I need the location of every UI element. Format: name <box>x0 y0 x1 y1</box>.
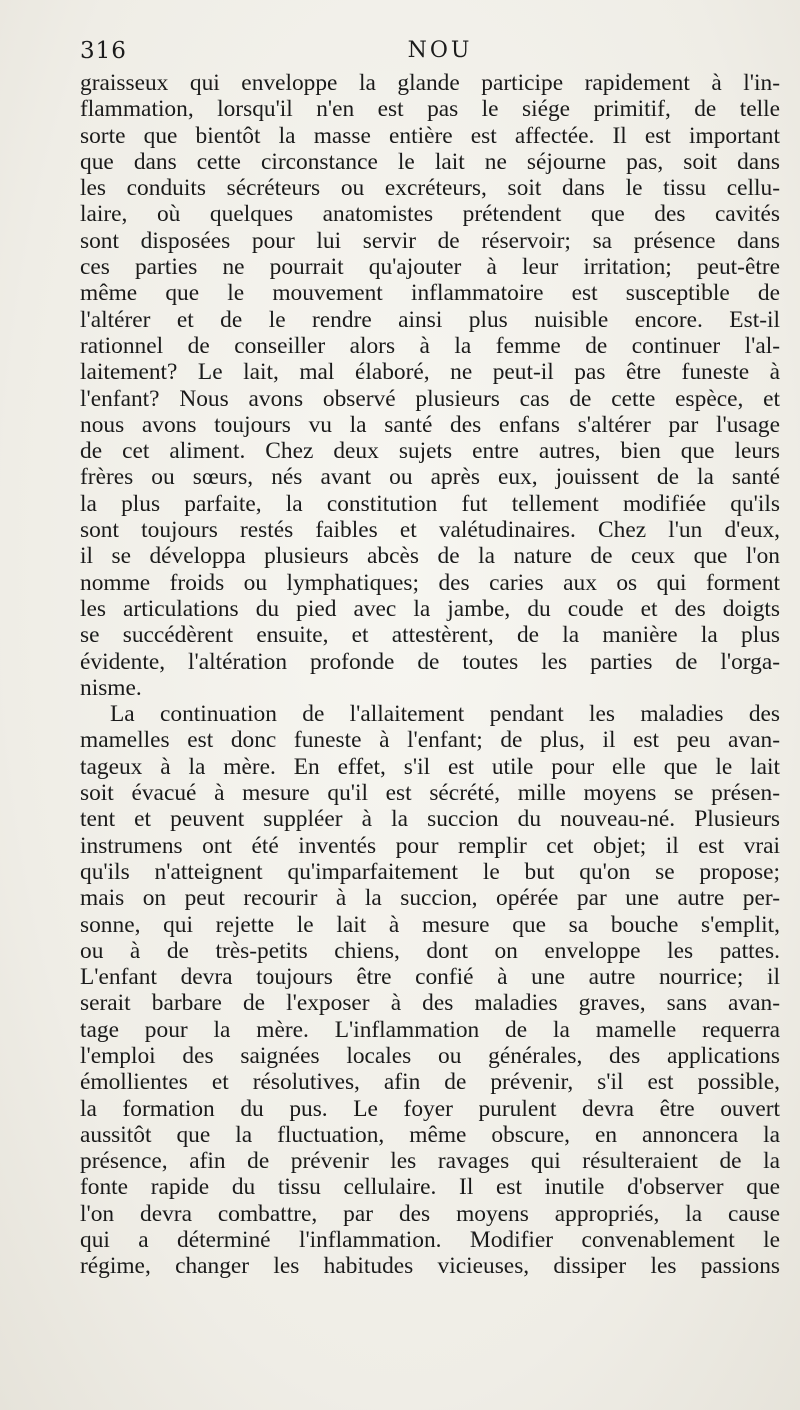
text-line: l'enfant? Nous avons observé plusieurs cas de cette espèce, et <box>80 385 780 412</box>
paragraph-end-line: nisme. <box>80 674 142 701</box>
text-line: frères ou sœurs, nés avant ou après eux, jouissent de la santé <box>80 464 780 491</box>
text-line: instrumens ont été inventés pour remplir cet objet; il est vrai <box>80 832 780 859</box>
text-line: sorte que bientôt la masse entière est affectée. Il est important <box>80 122 780 149</box>
page-number: 316 <box>80 38 127 64</box>
text-line: soit évacué à mesure qu'il est sécrété, mille moyens se présen- <box>80 780 780 807</box>
text-line: les articulations du pied avec la jambe, du coude et des doigts <box>80 595 780 622</box>
paragraph-start-line: La continuation de l'allaitement pendant les maladies des <box>110 701 780 728</box>
text-line: tent et peuvent suppléer à la succion du nouveau-né. Plusieurs <box>80 806 780 833</box>
text-line: nomme froids ou lymphatiques; des caries aux os qui forment <box>80 569 780 596</box>
text-line: la plus parfaite, la constitution fut tellement modifiée qu'ils <box>80 490 780 517</box>
page-header <box>80 38 780 68</box>
text-line: émollientes et résolutives, afin de prévenir, s'il est possible, <box>80 1069 780 1096</box>
text-line: la formation du pus. Le foyer purulent devra être ouvert <box>80 1095 780 1122</box>
text-line: flammation, lorsqu'il n'en est pas le siége primitif, de telle <box>80 96 780 123</box>
text-line: sonne, qui rejette le lait à mesure que sa bouche s'emplit, <box>80 911 780 938</box>
text-line: tage pour la mère. L'inflammation de la mamelle requerra <box>80 1016 780 1043</box>
body-text <box>80 70 780 1280</box>
text-line: graisseux qui enveloppe la glande participe rapidement à l'in- <box>80 70 780 96</box>
text-line: aussitôt que la fluctuation, même obscure, en annoncera la <box>80 1121 780 1148</box>
text-line: sont toujours restés faibles et valétudinaires. Chez l'un d'eux, <box>80 517 780 544</box>
text-line: l'emploi des saignées locales ou générales, des applications <box>80 1042 780 1069</box>
text-line: mais on peut recourir à la succion, opérée par une autre per- <box>80 885 780 912</box>
text-line: laitement? Le lait, mal élaboré, ne peut-il pas être funeste à <box>80 359 780 386</box>
text-line: laire, où quelques anatomistes prétendent que des cavités <box>80 201 780 228</box>
text-line: que dans cette circonstance le lait ne séjourne pas, soit dans <box>80 148 780 175</box>
running-head: NOU <box>407 38 473 63</box>
text-line: régime, changer les habitudes vicieuses, dissiper les passions <box>80 1253 780 1280</box>
text-line: il se développa plusieurs abcès de la nature de ceux que l'on <box>80 543 780 570</box>
text-line: qu'ils n'atteignent qu'imparfaitement le but qu'on se propose; <box>80 858 780 885</box>
text-line: nous avons toujours vu la santé des enfans s'altérer par l'usage <box>80 411 780 438</box>
text-line: présence, afin de prévenir les ravages qui résulteraient de la <box>80 1148 780 1175</box>
text-line: qui a déterminé l'inflammation. Modifier convenablement le <box>80 1227 780 1254</box>
text-line: ou à de très-petits chiens, dont on enveloppe les pattes. <box>80 937 780 964</box>
text-line: L'enfant devra toujours être confié à une autre nourrice; il <box>80 964 780 991</box>
text-line: rationnel de conseiller alors à la femme de continuer l'al- <box>80 332 780 359</box>
text-line: mamelles est donc funeste à l'enfant; de plus, il est peu avan- <box>80 727 780 754</box>
text-line: les conduits sécréteurs ou excréteurs, soit dans le tissu cellu- <box>80 175 780 202</box>
text-line: ces parties ne pourrait qu'ajouter à leur irritation; peut-être <box>80 254 780 281</box>
text-line: serait barbare de l'exposer à des maladies graves, sans avan- <box>80 990 780 1017</box>
text-line: l'altérer et de le rendre ainsi plus nuisible encore. Est-il <box>80 306 780 333</box>
text-line: sont disposées pour lui servir de réservoir; sa présence dans <box>80 227 780 254</box>
text-line: de cet aliment. Chez deux sujets entre autres, bien que leurs <box>80 438 780 465</box>
text-line: tageux à la mère. En effet, s'il est utile pour elle que le lait <box>80 753 780 780</box>
text-line: évidente, l'altération profonde de toutes les parties de l'orga- <box>80 648 780 675</box>
text-line: fonte rapide du tissu cellulaire. Il est inutile d'observer que <box>80 1174 780 1201</box>
text-line: même que le mouvement inflammatoire est susceptible de <box>80 280 780 307</box>
text-line: l'on devra combattre, par des moyens appropriés, la cause <box>80 1200 780 1227</box>
text-line: se succédèrent ensuite, et attestèrent, de la manière la plus <box>80 622 780 649</box>
